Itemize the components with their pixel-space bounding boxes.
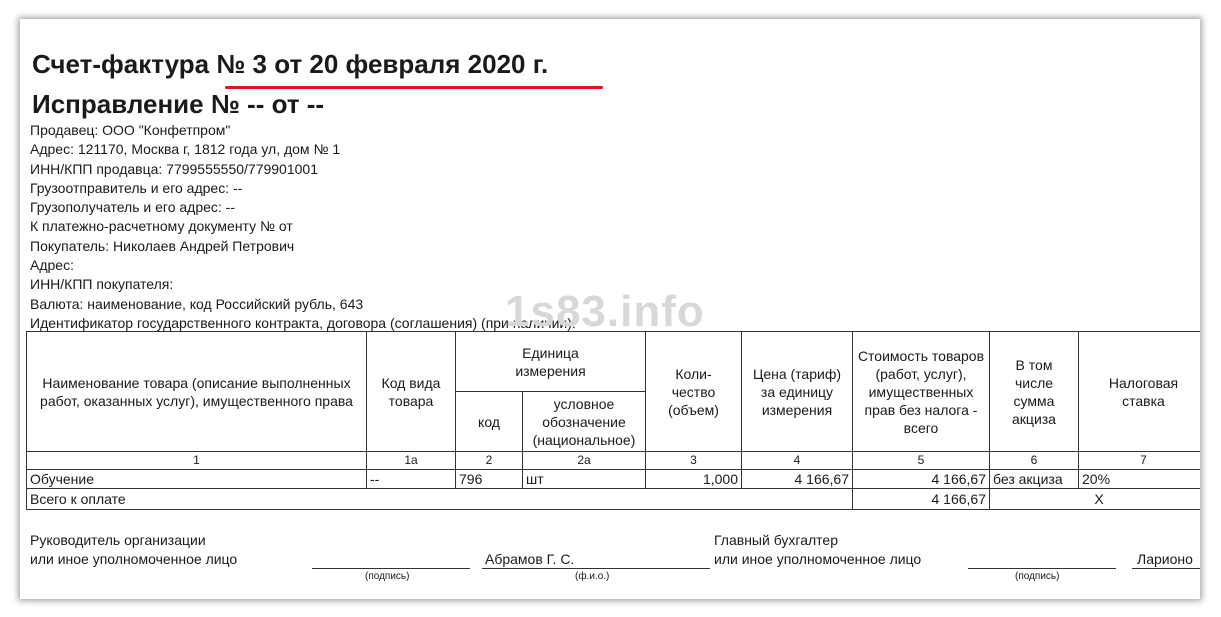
item-qty: 1,000	[646, 470, 742, 489]
header-qty: Коли-чество (объем)	[646, 332, 742, 452]
col-number: 2	[456, 452, 523, 470]
currency-line: Валюта: наименование, код Российский рубль, 643	[30, 295, 364, 312]
invoice-sheet	[20, 19, 1200, 599]
item-cost: 4 166,67	[853, 470, 990, 489]
item-name: Обучение	[27, 470, 367, 489]
accountant-signature-line	[968, 568, 1116, 569]
header-unit-symbol: условное обозначение (национальное)	[523, 392, 646, 452]
table-row	[27, 470, 1201, 489]
seller-inn-line: ИНН/КПП продавца: 7799555550/779901001	[30, 160, 318, 177]
payment-doc-line: К платежно-расчетному документу № от	[30, 218, 293, 235]
item-excise: без акциза	[990, 470, 1079, 489]
col-number: 4	[742, 452, 853, 470]
invoice-table	[26, 331, 1200, 510]
head-name: Абрамов Г. С.	[485, 551, 575, 567]
col-number: 1а	[367, 452, 456, 470]
buyer-line: Покупатель: Николаев Андрей Петрович	[30, 237, 295, 254]
buyer-address-line: Адрес:	[30, 257, 74, 274]
head-label-line-1: Руководитель организации	[30, 532, 206, 548]
seller-line: Продавец: ООО "Конфетпром"	[30, 122, 231, 138]
header-type-code: Код вида товара	[367, 332, 456, 452]
watermark: 1s83.info	[505, 287, 705, 336]
col-number: 7	[1079, 452, 1201, 470]
col-number: 1	[27, 452, 367, 470]
head-label-line-2: или иное уполномоченное лицо	[30, 550, 238, 567]
column-numbers-row	[27, 452, 1201, 470]
head-fio-caption: (ф.и.о.)	[575, 571, 610, 582]
col-number: 2а	[523, 452, 646, 470]
head-fio-line	[482, 568, 710, 569]
accountant-fio-line	[1132, 568, 1200, 569]
contract-id-line: Идентификатор государственного контракта, договора (соглашения) (при наличии):	[30, 314, 576, 331]
header-rate: Налоговая ставка	[1079, 332, 1201, 452]
invoice-info-block	[30, 121, 576, 333]
consignee-line: Грузополучатель и его адрес: --	[30, 199, 236, 216]
item-unit-code: 796	[456, 470, 523, 489]
buyer-inn-line: ИНН/КПП покупателя:	[30, 276, 174, 293]
col-number: 3	[646, 452, 742, 470]
item-price: 4 166,67	[742, 470, 853, 489]
total-label: Всего к оплате	[27, 489, 853, 510]
header-name: Наименование товара (описание выполненных работ, оказанных услуг), имущественного права	[27, 332, 367, 452]
accountant-label-line-1: Главный бухгалтер	[714, 532, 838, 548]
head-signature-caption: (подпись)	[365, 571, 410, 582]
accountant-signature-caption: (подпись)	[1015, 571, 1060, 582]
item-rate: 20%	[1079, 470, 1201, 489]
seller-address-line: Адрес: 121170, Москва г, 1812 года ул, дом № 1	[30, 141, 341, 158]
head-signature-label	[30, 531, 237, 568]
invoice-title: Счет-фактура № 3 от 20 февраля 2020 г.	[32, 49, 549, 79]
header-price: Цена (тариф) за единицу измерения	[742, 332, 853, 452]
header-unit-code: код	[456, 392, 523, 452]
header-cost: Стоимость товаров (работ, услуг), имущественных прав без налога - всего	[853, 332, 990, 452]
head-signature-line	[312, 568, 470, 569]
accountant-label-line-2: или иное уполномоченное лицо	[714, 550, 922, 567]
total-mark: X	[990, 489, 1201, 510]
accountant-name: Ларионо	[1137, 551, 1193, 567]
correction-title: Исправление № -- от --	[32, 89, 325, 119]
header-unit: Единица измерения	[456, 332, 646, 392]
item-unit-symbol: шт	[523, 470, 646, 489]
col-number: 5	[853, 452, 990, 470]
item-type-code: --	[367, 470, 456, 489]
col-number: 6	[990, 452, 1079, 470]
accountant-signature-label	[714, 531, 921, 568]
total-cost: 4 166,67	[853, 489, 990, 510]
total-row	[27, 489, 1201, 510]
shipper-line: Грузоотправитель и его адрес: --	[30, 179, 243, 196]
header-excise: В том числе сумма акциза	[990, 332, 1079, 452]
